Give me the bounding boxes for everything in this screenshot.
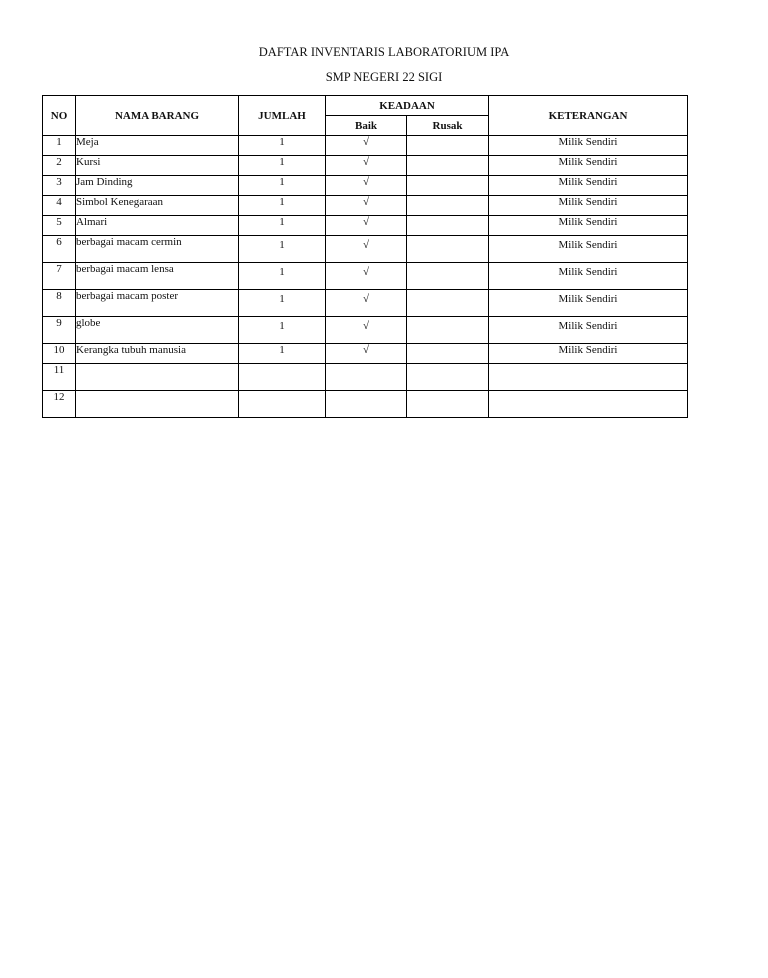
condition-good-check: √ bbox=[326, 176, 407, 196]
header-keadaan: KEADAAN bbox=[326, 96, 489, 116]
row-number: 12 bbox=[43, 391, 76, 418]
item-note: Milik Sendiri bbox=[489, 290, 688, 317]
table-row bbox=[43, 290, 688, 317]
item-note: Milik Sendiri bbox=[489, 196, 688, 216]
item-name: Simbol Kenegaraan bbox=[76, 196, 239, 216]
item-note bbox=[489, 391, 688, 418]
item-quantity: 1 bbox=[239, 176, 326, 196]
item-quantity: 1 bbox=[239, 196, 326, 216]
header-keterangan: KETERANGAN bbox=[489, 96, 688, 136]
condition-broken-check bbox=[407, 290, 489, 317]
table-row bbox=[43, 216, 688, 236]
row-number: 4 bbox=[43, 196, 76, 216]
item-note: Milik Sendiri bbox=[489, 236, 688, 263]
item-quantity: 1 bbox=[239, 263, 326, 290]
table-row bbox=[43, 136, 688, 156]
item-name: berbagai macam poster bbox=[76, 290, 239, 317]
table-row bbox=[43, 263, 688, 290]
row-number: 2 bbox=[43, 156, 76, 176]
item-quantity: 1 bbox=[239, 136, 326, 156]
item-quantity: 1 bbox=[239, 156, 326, 176]
item-note: Milik Sendiri bbox=[489, 156, 688, 176]
header-rusak: Rusak bbox=[407, 116, 489, 136]
table-row bbox=[43, 236, 688, 263]
item-note: Milik Sendiri bbox=[489, 176, 688, 196]
item-name: Jam Dinding bbox=[76, 176, 239, 196]
document-subtitle: SMP NEGERI 22 SIGI bbox=[325, 70, 443, 84]
item-name: Meja bbox=[76, 136, 239, 156]
row-number: 5 bbox=[43, 216, 76, 236]
condition-good-check: √ bbox=[326, 196, 407, 216]
row-number: 11 bbox=[43, 364, 76, 391]
row-number: 9 bbox=[43, 317, 76, 344]
inventory-table bbox=[42, 95, 688, 418]
row-number: 7 bbox=[43, 263, 76, 290]
table-row bbox=[43, 344, 688, 364]
condition-broken-check bbox=[407, 317, 489, 344]
item-note: Milik Sendiri bbox=[489, 136, 688, 156]
header-no: NO bbox=[43, 96, 76, 136]
item-quantity bbox=[239, 364, 326, 391]
item-name: Almari bbox=[76, 216, 239, 236]
item-note: Milik Sendiri bbox=[489, 216, 688, 236]
condition-broken-check bbox=[407, 136, 489, 156]
table-row bbox=[43, 317, 688, 344]
condition-good-check: √ bbox=[326, 317, 407, 344]
item-name: globe bbox=[76, 317, 239, 344]
condition-broken-check bbox=[407, 344, 489, 364]
header-nama-barang: NAMA BARANG bbox=[76, 96, 239, 136]
row-number: 3 bbox=[43, 176, 76, 196]
condition-broken-check bbox=[407, 364, 489, 391]
condition-broken-check bbox=[407, 216, 489, 236]
item-note: Milik Sendiri bbox=[489, 317, 688, 344]
item-quantity bbox=[239, 391, 326, 418]
row-number: 8 bbox=[43, 290, 76, 317]
condition-good-check: √ bbox=[326, 236, 407, 263]
condition-good-check: √ bbox=[326, 344, 407, 364]
table-row bbox=[43, 391, 688, 418]
header-jumlah: JUMLAH bbox=[239, 96, 326, 136]
item-name: Kursi bbox=[76, 156, 239, 176]
condition-good-check: √ bbox=[326, 290, 407, 317]
table-row bbox=[43, 196, 688, 216]
row-number: 10 bbox=[43, 344, 76, 364]
condition-good-check bbox=[326, 391, 407, 418]
item-name: berbagai macam lensa bbox=[76, 263, 239, 290]
document-title: DAFTAR INVENTARIS LABORATORIUM IPA bbox=[258, 45, 510, 59]
condition-good-check: √ bbox=[326, 156, 407, 176]
condition-broken-check bbox=[407, 176, 489, 196]
condition-good-check bbox=[326, 364, 407, 391]
item-name bbox=[76, 364, 239, 391]
item-quantity: 1 bbox=[239, 216, 326, 236]
item-note bbox=[489, 364, 688, 391]
table-row bbox=[43, 176, 688, 196]
condition-broken-check bbox=[407, 156, 489, 176]
row-number: 6 bbox=[43, 236, 76, 263]
condition-good-check: √ bbox=[326, 216, 407, 236]
item-note: Milik Sendiri bbox=[489, 344, 688, 364]
item-name: Kerangka tubuh manusia bbox=[76, 344, 239, 364]
item-quantity: 1 bbox=[239, 236, 326, 263]
condition-broken-check bbox=[407, 263, 489, 290]
item-name: berbagai macam cermin bbox=[76, 236, 239, 263]
table-row bbox=[43, 156, 688, 176]
item-quantity: 1 bbox=[239, 290, 326, 317]
condition-broken-check bbox=[407, 196, 489, 216]
condition-good-check: √ bbox=[326, 263, 407, 290]
condition-good-check: √ bbox=[326, 136, 407, 156]
condition-broken-check bbox=[407, 391, 489, 418]
item-quantity: 1 bbox=[239, 344, 326, 364]
header-baik: Baik bbox=[326, 116, 407, 136]
condition-broken-check bbox=[407, 236, 489, 263]
item-quantity: 1 bbox=[239, 317, 326, 344]
table-row bbox=[43, 364, 688, 391]
item-note: Milik Sendiri bbox=[489, 263, 688, 290]
item-name bbox=[76, 391, 239, 418]
row-number: 1 bbox=[43, 136, 76, 156]
